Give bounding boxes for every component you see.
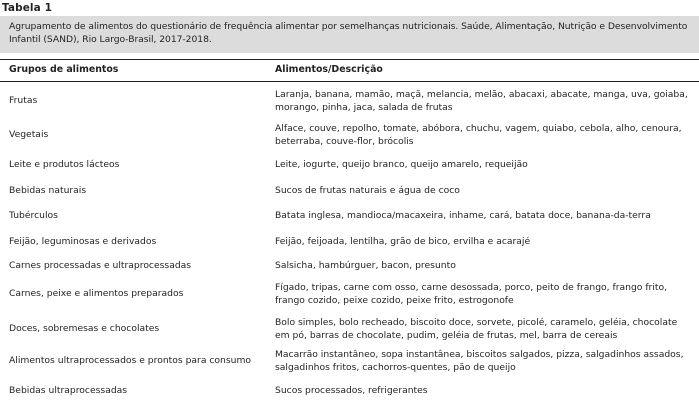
row-group: Feijão, leguminosas e derivados	[9, 236, 157, 247]
row-group: Carnes, peixe e alimentos preparados	[9, 288, 184, 299]
row-group: Leite e produtos lácteos	[9, 159, 120, 170]
row-foods: Fígado, tripas, carne com osso, carne desossada, porco, peito de frango, frango frito, frango cozido, peixe cozido, peixe frito, estrogonofe	[275, 282, 668, 306]
row-group: Tubérculos	[9, 210, 58, 221]
table-header-rule	[0, 81, 699, 82]
row-foods: Salsicha, hambúrguer, bacon, presunto	[275, 260, 456, 271]
row-foods: Sucos de frutas naturais e água de coco	[275, 185, 460, 196]
table-header-row	[0, 62, 699, 78]
row-foods: Feijão, feijoada, lentilha, grão de bico, ervilha e acarajé	[275, 236, 531, 247]
row-group: Carnes processadas e ultraprocessadas	[9, 260, 192, 271]
header-foods: Alimentos/Descrição	[275, 64, 383, 75]
caption-box	[0, 16, 699, 53]
row-foods: Macarrão instantâneo, sopa instantânea, biscoitos salgados, pizza, salgadinhos assados, salgadinhos fritos, cachorros-quentes, pão de queijo	[275, 349, 684, 373]
row-group: Alimentos ultraprocessados e prontos para consumo	[9, 355, 252, 366]
table-label: Tabela 1	[2, 2, 52, 14]
row-foods: Leite, iogurte, queijo branco, queijo amarelo, requeijão	[275, 159, 528, 170]
row-foods: Batata inglesa, mandioca/macaxeira, inhame, cará, batata doce, banana-da-terra	[275, 210, 651, 221]
row-foods: Laranja, banana, mamão, maçã, melancia, melão, abacaxi, abacate, manga, uva, goiaba, morango, pinha, jaca, salada de frutas	[275, 89, 688, 113]
row-group: Vegetais	[9, 129, 49, 140]
row-group: Bebidas naturais	[9, 185, 87, 196]
row-foods: Alface, couve, repolho, tomate, abóbora, chuchu, vagem, quiabo, cebola, alho, cenoura, beterraba, couve-flor, brócolis	[275, 123, 682, 147]
header-group: Grupos de alimentos	[9, 64, 119, 75]
table-caption: Agrupamento de alimentos do questionário de frequência alimentar por semelhanças nutricionais. Saúde, Alimentação, Nutrição e Desenvolvimento Infantil (SAND), Rio Largo-Brasil, 2017-2018.	[9, 21, 688, 45]
row-foods: Bolo simples, bolo recheado, biscoito doce, sorvete, picolé, caramelo, geléia, chocolate em pó, barras de chocolate, pudim, geléia de frutas, mel, barra de cereais	[275, 317, 678, 341]
row-group: Frutas	[9, 95, 38, 106]
row-group: Bebidas ultraprocessadas	[9, 385, 128, 396]
table-top-rule	[0, 59, 699, 60]
row-group: Doces, sobremesas e chocolates	[9, 323, 160, 334]
row-foods: Sucos processados, refrigerantes	[275, 385, 428, 396]
